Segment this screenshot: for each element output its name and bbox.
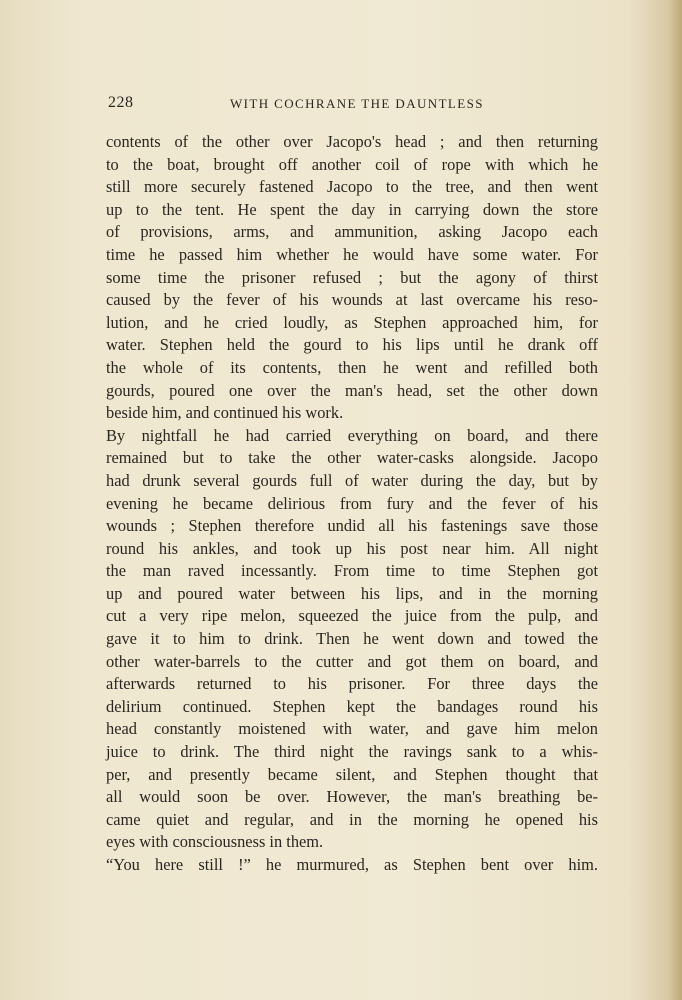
text-line: juice to drink. The third night the ravings sank to a whis-	[106, 742, 598, 762]
text-line: lution, and he cried loudly, as Stephen approached him, for	[106, 312, 598, 332]
text-line: wounds ; Stephen therefore undid all his fastenings save those	[106, 516, 598, 536]
text-line: By nightfall he had carried everything on board, and there	[106, 425, 598, 445]
text-line: of provisions, arms, and ammunition, asking Jacopo each	[106, 222, 598, 242]
text-line: up to the tent. He spent the day in carrying down the store	[106, 199, 598, 219]
text-line: cut a very ripe melon, squeezed the juice from the pulp, and	[106, 606, 598, 626]
text-line: round his ankles, and took up his post near him. All night	[106, 538, 598, 558]
text-line: had drunk several gourds full of water during the day, but by	[106, 470, 598, 490]
text-line: water. Stephen held the gourd to his lips until he drank off	[106, 335, 598, 355]
text-line: “You here still !” he murmured, as Stephen bent over him.	[106, 855, 598, 874]
running-head: WITH COCHRANE THE DAUNTLESS	[230, 96, 484, 111]
text-line: remained but to take the other water-casks alongside. Jacopo	[106, 448, 598, 468]
text-line: other water-barrels to the cutter and got them on board, and	[106, 651, 598, 671]
text-line-paragraph-end: beside him, and continued his work.	[106, 403, 344, 423]
text-line: gave it to him to drink. Then he went down and towed the	[106, 629, 598, 649]
text-line: still more securely fastened Jacopo to the tree, and then went	[106, 177, 598, 197]
body-text	[106, 131, 598, 877]
text-line-paragraph-end: eyes with consciousness in them.	[106, 832, 324, 852]
text-line: per, and presently became silent, and Stephen thought that	[106, 764, 598, 784]
text-line: contents of the other over Jacopo's head ; and then returning	[106, 132, 598, 151]
text-line: came quiet and regular, and in the morning he opened his	[106, 809, 598, 829]
text-line: up and poured water between his lips, and in the morning	[106, 583, 598, 603]
text-line: gourds, poured one over the man's head, set the other down	[106, 380, 598, 400]
page-header	[108, 94, 598, 116]
text-line: to the boat, brought off another coil of rope with which he	[106, 154, 598, 174]
text-line: head constantly moistened with water, and gave him melon	[106, 719, 598, 739]
text-line: afterwards returned to his prisoner. For three days the	[106, 674, 598, 694]
page-edge-shadow	[668, 0, 682, 1000]
text-line: some time the prisoner refused ; but the agony of thirst	[106, 267, 598, 287]
text-line: all would soon be over. However, the man's breathing be-	[106, 787, 598, 807]
text-line: time he passed him whether he would have some water. For	[106, 244, 598, 264]
text-line: the whole of its contents, then he went and refilled both	[106, 357, 598, 377]
text-line: caused by the fever of his wounds at last overcame his reso-	[106, 290, 598, 310]
page-number: 228	[108, 94, 134, 111]
text-line: evening he became delirious from fury and the fever of his	[106, 493, 598, 513]
text-line: delirium continued. Stephen kept the bandages round his	[106, 696, 598, 716]
text-line: the man raved incessantly. From time to time Stephen got	[106, 561, 598, 581]
